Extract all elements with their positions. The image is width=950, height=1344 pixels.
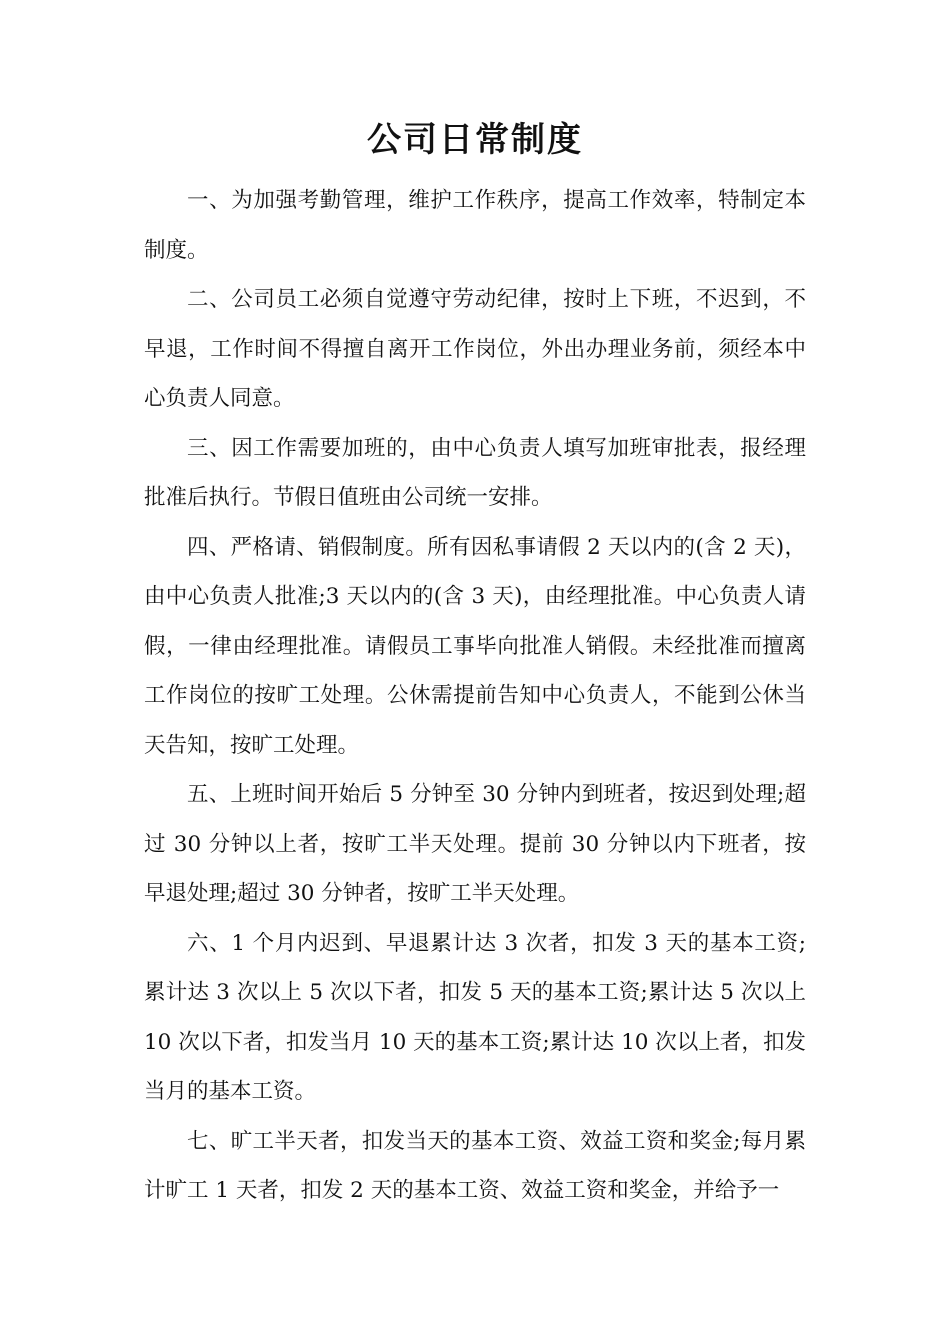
paragraph-6: 六、1 个月内迟到、早退累计达 3 次者，扣发 3 天的基本工资;累计达 3 次以上 5 次以下者，扣发 5 天的基本工资;累计达 5 次以上10 次以下者，扣发当月 10 天的基本工资;累计达 10 次以上者，扣发当月的基本工资。 (144, 930, 806, 1104)
paragraph-2: 二、公司员工必须自觉遵守劳动纪律，按时上下班，不迟到，不早退，工作时间不得擅自离开工作岗位，外出办理业务前，须经本中心负责人同意。 (144, 287, 806, 411)
paragraph-7: 七、旷工半天者，扣发当天的基本工资、效益工资和奖金;每月累计旷工 1 天者，扣发 2 天的基本工资、效益工资和奖金，并给予一 (144, 1128, 806, 1203)
paragraph-4: 四、严格请、销假制度。所有因私事请假 2 天以内的(含 2 天)，由中心负责人批准;3 天以内的(含 3 天)，由经理批准。中心负责人请假，一律由经理批准。请假员工事毕向批准人销假。未经批准而擅离工作岗位的按旷工处理。公休需提前告知中心负责人，不能到公休当天告知，按旷工处理。 (144, 534, 806, 758)
paragraph-1: 一、为加强考勤管理，维护工作秩序，提高工作效率，特制定本制度。 (144, 188, 806, 263)
paragraph-5: 五、上班时间开始后 5 分钟至 30 分钟内到班者，按迟到处理;超过 30 分钟以上者，按旷工半天处理。提前 30 分钟以内下班者，按早退处理;超过 30 分钟者，按旷工半天处理。 (144, 782, 806, 906)
paragraph-3: 三、因工作需要加班的，由中心负责人填写加班审批表，报经理批准后执行。节假日值班由公司统一安排。 (144, 435, 806, 510)
document-title: 公司日常制度 (367, 120, 583, 160)
